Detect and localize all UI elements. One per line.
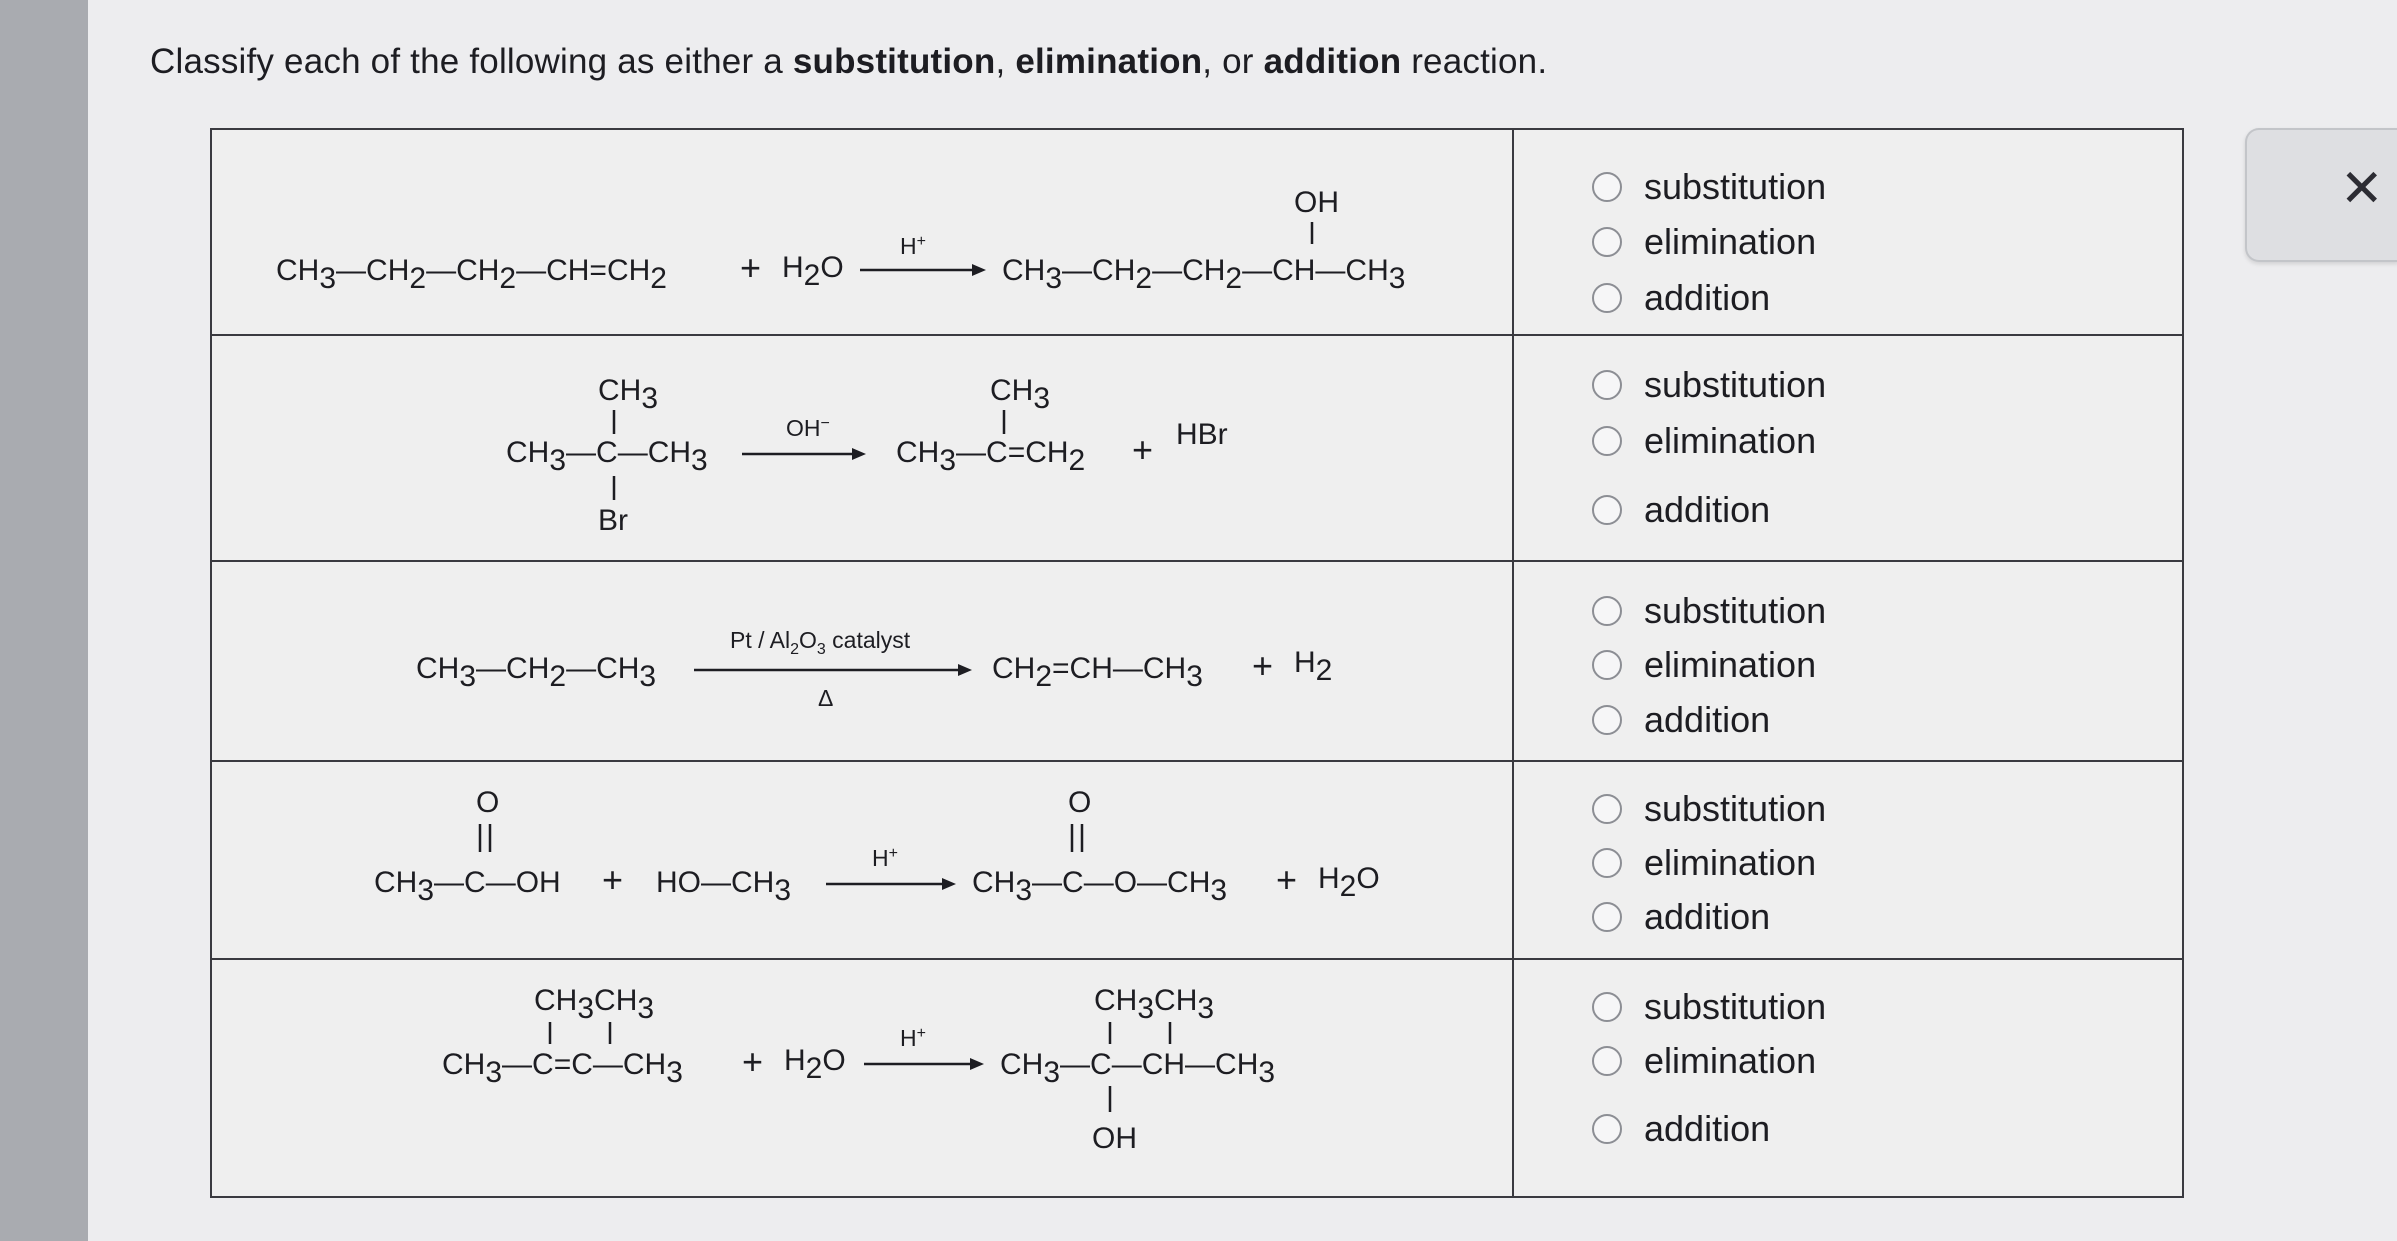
r2-option-addition[interactable]: addition [1592,489,1770,531]
r5-reagent: H2O [784,1044,846,1085]
r2-product: CH3—C=CH2 [896,436,1086,477]
r4-option-addition[interactable]: addition [1592,896,1770,938]
column-divider [1512,130,1514,1196]
term-elimination: elimination [1015,42,1203,81]
reaction-4-equation [212,762,1512,958]
r5-catalyst: H+ [900,1025,926,1051]
svg-text:+: + [740,247,762,288]
radio-button[interactable] [1592,596,1622,626]
r3-heat: Δ [818,685,834,711]
r2-option-elimination[interactable]: elimination [1592,420,1816,462]
reaction-3-equation [212,562,1512,760]
reaction-1-equation [212,130,1512,334]
r4-reagent: HO—CH3 [656,866,792,907]
r5-methyls-top-product: CH3CH3 [1094,984,1215,1025]
r5-option-substitution[interactable]: substitution [1592,986,1826,1028]
r3-byproduct: H2 [1294,646,1333,687]
r5-reactant: CH3—C=C—CH3 [442,1048,683,1089]
r4-option-elimination[interactable]: elimination [1592,842,1816,884]
r2-ch3-top: CH3 [598,374,659,415]
radio-button[interactable] [1592,227,1622,257]
radio-button[interactable] [1592,902,1622,932]
reaction-row-1 [212,130,2182,336]
svg-text:+: + [1252,645,1274,686]
left-sidebar-strip [0,0,88,1241]
radio-button[interactable] [1592,848,1622,878]
radio-button[interactable] [1592,172,1622,202]
svg-text:+: + [1132,429,1154,470]
r3-option-addition[interactable]: addition [1592,699,1770,741]
svg-text:+: + [1276,859,1298,900]
r2-catalyst: OH− [786,415,830,441]
r3-option-elimination[interactable]: elimination [1592,644,1816,686]
close-icon[interactable]: ✕ [2340,160,2384,218]
r3-reactant: CH3—CH2—CH3 [416,652,657,693]
r5-option-elimination[interactable]: elimination [1592,1040,1816,1082]
question-prompt: Classify each of the following as either a substitution, elimination, or addition reaction. [150,42,1548,81]
term-substitution: substitution [792,42,996,81]
r5-oh: OH [1092,1122,1137,1155]
r1-oh: OH [1294,186,1339,219]
radio-button[interactable] [1592,426,1622,456]
radio-button[interactable] [1592,495,1622,525]
radio-button[interactable] [1592,705,1622,735]
radio-button[interactable] [1592,370,1622,400]
term-addition: addition [1263,42,1402,81]
radio-button[interactable] [1592,1114,1622,1144]
reaction-2-equation [212,336,1512,560]
r3-option-substitution[interactable]: substitution [1592,590,1826,632]
reaction-row-4 [212,762,2182,960]
r1-option-elimination[interactable]: elimination [1592,221,1816,263]
r1-product: CH3—CH2—CH2—CH—CH3 [1002,254,1406,295]
r1-option-substitution[interactable]: substitution [1592,166,1826,208]
reaction-row-2 [212,336,2182,562]
r5-product: CH3—C—CH—CH3 [1000,1048,1276,1089]
radio-button[interactable] [1592,650,1622,680]
radio-button[interactable] [1592,794,1622,824]
svg-text:+: + [602,859,624,900]
r1-option-addition[interactable]: addition [1592,277,1770,319]
r4-o-top-product: O [1068,786,1092,819]
r4-byproduct: H2O [1318,862,1380,903]
r2-option-substitution[interactable]: substitution [1592,364,1826,406]
r1-catalyst: H+ [900,233,926,259]
radio-button[interactable] [1592,283,1622,313]
radio-button[interactable] [1592,992,1622,1022]
r4-option-substitution[interactable]: substitution [1592,788,1826,830]
svg-text:+: + [742,1041,764,1082]
r2-ch3-top-product: CH3 [990,374,1051,415]
r2-br: Br [598,504,628,537]
r3-product: CH2=CH—CH3 [992,652,1203,693]
r1-reagent: H2O [782,251,844,292]
r3-catalyst: Pt / $Al_2O_3$ catalyst [730,627,911,658]
r4-product: CH3—C—O—CH3 [972,866,1228,907]
r2-reactant: CH3—C—CH3 [506,436,708,477]
r4-reactant: CH3—C—OH [374,866,561,907]
r4-o-top: O [476,786,500,819]
r5-option-addition[interactable]: addition [1592,1108,1770,1150]
r5-methyls-top: CH3CH3 [534,984,655,1025]
reaction-5-equation [212,960,1512,1196]
reaction-table [210,128,2184,1198]
r1-reactant: CH3—CH2—CH2—CH=CH2 [276,254,667,295]
reaction-row-3 [212,562,2182,762]
r2-byproduct: HBr [1176,418,1228,451]
radio-button[interactable] [1592,1046,1622,1076]
reaction-row-5 [212,960,2182,1198]
r4-catalyst: H+ [872,845,898,871]
